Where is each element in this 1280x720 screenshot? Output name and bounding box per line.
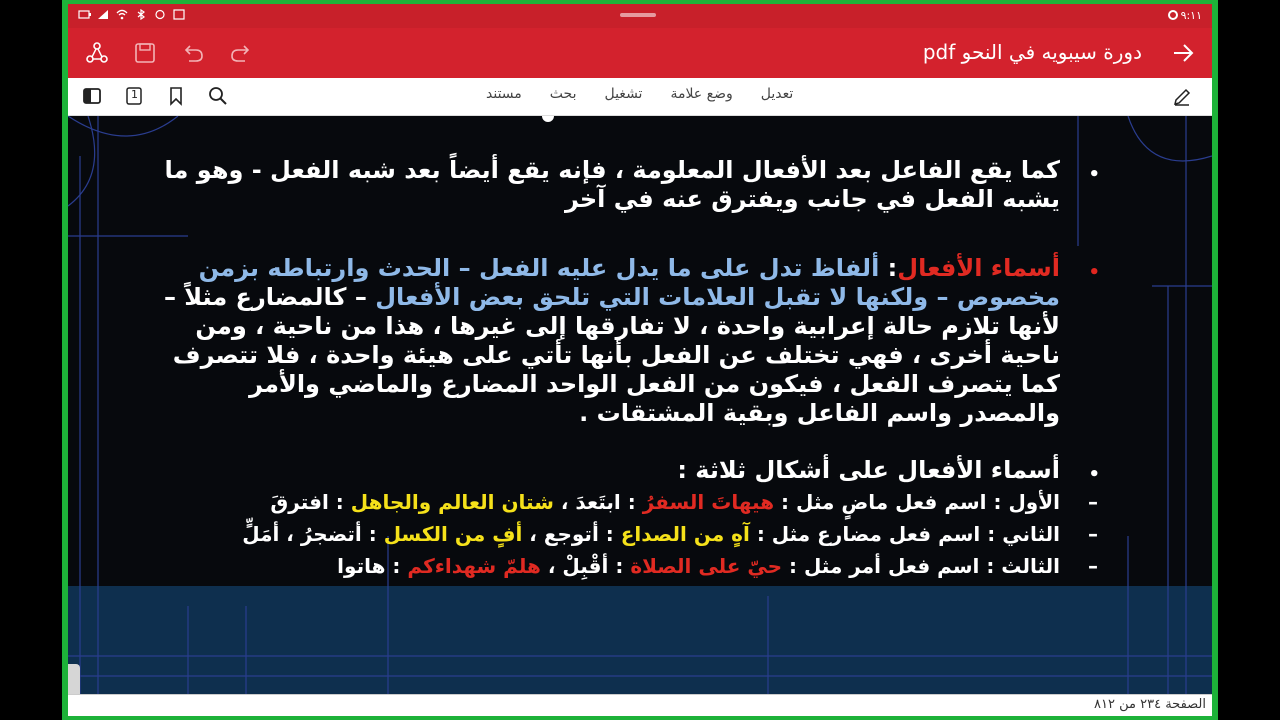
sync-icon: [154, 9, 166, 20]
sidebar-icon[interactable]: [82, 86, 102, 106]
back-arrow-icon[interactable]: [1168, 38, 1198, 68]
page-number-button[interactable]: [124, 86, 144, 106]
undo-icon[interactable]: [180, 40, 206, 66]
example-2: أفٍ من الكسل: [383, 522, 523, 546]
meaning-2: : هاتوا: [337, 554, 408, 578]
example-1: حيّ على الصلاة: [630, 554, 783, 578]
dash: –: [1088, 554, 1098, 578]
example-1: آهٍ من الصداع: [620, 522, 750, 546]
status-icons: [78, 9, 185, 20]
bookmark-icon[interactable]: [166, 86, 186, 106]
status-bar: [68, 4, 1212, 28]
paragraph-3: [148, 456, 1100, 485]
tab-edit[interactable]: تعديل: [760, 86, 794, 102]
meaning-1: : أقْبِلْ ،: [540, 554, 631, 578]
signal-icon: [97, 9, 109, 20]
redo-icon[interactable]: [228, 40, 254, 66]
gallery-icon: [173, 9, 185, 20]
bluetooth-icon: [135, 9, 147, 20]
list-item: [148, 552, 1098, 581]
search-icon[interactable]: [208, 86, 228, 106]
app-actions: [84, 40, 254, 66]
bullet-3: •: [1088, 464, 1100, 485]
meaning-2: : أتضجرُ ، أمَلٍّ: [242, 522, 384, 546]
save-icon[interactable]: [132, 40, 158, 66]
meaning-2: : افترقَ: [270, 490, 351, 514]
term-colon: :: [879, 254, 898, 282]
toolbar-tabs: [472, 86, 807, 102]
app-bar: [68, 28, 1212, 78]
example-2: هلمّ شهداءكم: [407, 554, 541, 578]
document-title: دورة سيبويه في النحو pdf: [922, 40, 1142, 64]
wifi-icon: [116, 9, 128, 20]
edge-panel-handle[interactable]: [68, 664, 80, 698]
tab-search[interactable]: بحث: [549, 86, 577, 102]
explanation-text: – كالمضارع مثلاً – لأنها تلازم حالة إعرابية واحدة ، لا تفارقها إلى غيرها ، هذا من ناحية ، ومن ناحية أخرى ، فهي تختلف عن الفعل بأنها تأتي على هيئة واحدة ، فلا تتصرف كما يتصرف الفعل ، فيكون من الفعل الواحد المضارع والماضي والأمر والمصدر واسم الفاعل وبقية المشتقات .: [163, 283, 1060, 427]
item-label: الثاني : اسم فعل مضارع مثل :: [749, 522, 1060, 546]
definition-text: ألفاظ تدل على ما يدل عليه الفعل – الحدث وارتباطه بزمن مخصوص – ولكنها لا تقبل العلامات التي تلحق بعض الأفعال: [198, 254, 1060, 311]
tablet-screen: [68, 4, 1212, 716]
item-label: الأول : اسم فعل ماضٍ مثل :: [774, 490, 1060, 514]
pdf-page[interactable]: [68, 116, 1212, 698]
drag-handle[interactable]: [620, 13, 656, 17]
tab-document[interactable]: مستند: [486, 86, 522, 102]
bullet-2: •: [1088, 262, 1100, 283]
list-item: [148, 520, 1098, 549]
tab-play[interactable]: تشغيل: [604, 86, 643, 102]
example-1: هيهاتَ السفرُ: [642, 490, 775, 514]
toolbar: [68, 78, 1212, 116]
list-item: [148, 488, 1098, 517]
paragraph-1: [148, 156, 1100, 214]
page-number-label: 1: [131, 88, 138, 101]
paragraph-2: [148, 254, 1100, 428]
tab-mark[interactable]: وضع علامة: [670, 86, 733, 102]
page-indicator-bar: [68, 694, 1212, 716]
page-indicator: الصفحة ٢٣٤ من ٨١٢: [1094, 697, 1206, 712]
slide-content: [148, 156, 1100, 581]
status-time: ٩:١١: [1180, 9, 1202, 22]
meaning-1: : أتوجع ،: [522, 522, 621, 546]
pencil-icon[interactable]: [1172, 87, 1192, 107]
share-icon[interactable]: [84, 40, 110, 66]
forms-list: [148, 488, 1098, 581]
dash: –: [1088, 522, 1098, 546]
dash: –: [1088, 490, 1098, 514]
meaning-1: : ابتَعدَ ،: [553, 490, 643, 514]
toolbar-icons: [82, 86, 228, 106]
item-label: الثالث : اسم فعل أمر مثل :: [782, 554, 1060, 578]
forms-heading: أسماء الأفعال على أشكال ثلاثة :: [677, 456, 1060, 484]
battery-icon: [78, 9, 90, 20]
bullet-1: •: [1088, 164, 1100, 185]
record-icon: [1168, 10, 1178, 20]
example-2: شتان العالم والجاهل: [350, 490, 554, 514]
term-ism-af-al: أسماء الأفعال: [897, 254, 1060, 282]
paragraph-1-text: كما يقع الفاعل بعد الأفعال المعلومة ، فإنه يقع أيضاً بعد شبه الفعل - وهو ما يشبه الفعل في جانب ويفترق عنه في آخر: [164, 156, 1060, 213]
